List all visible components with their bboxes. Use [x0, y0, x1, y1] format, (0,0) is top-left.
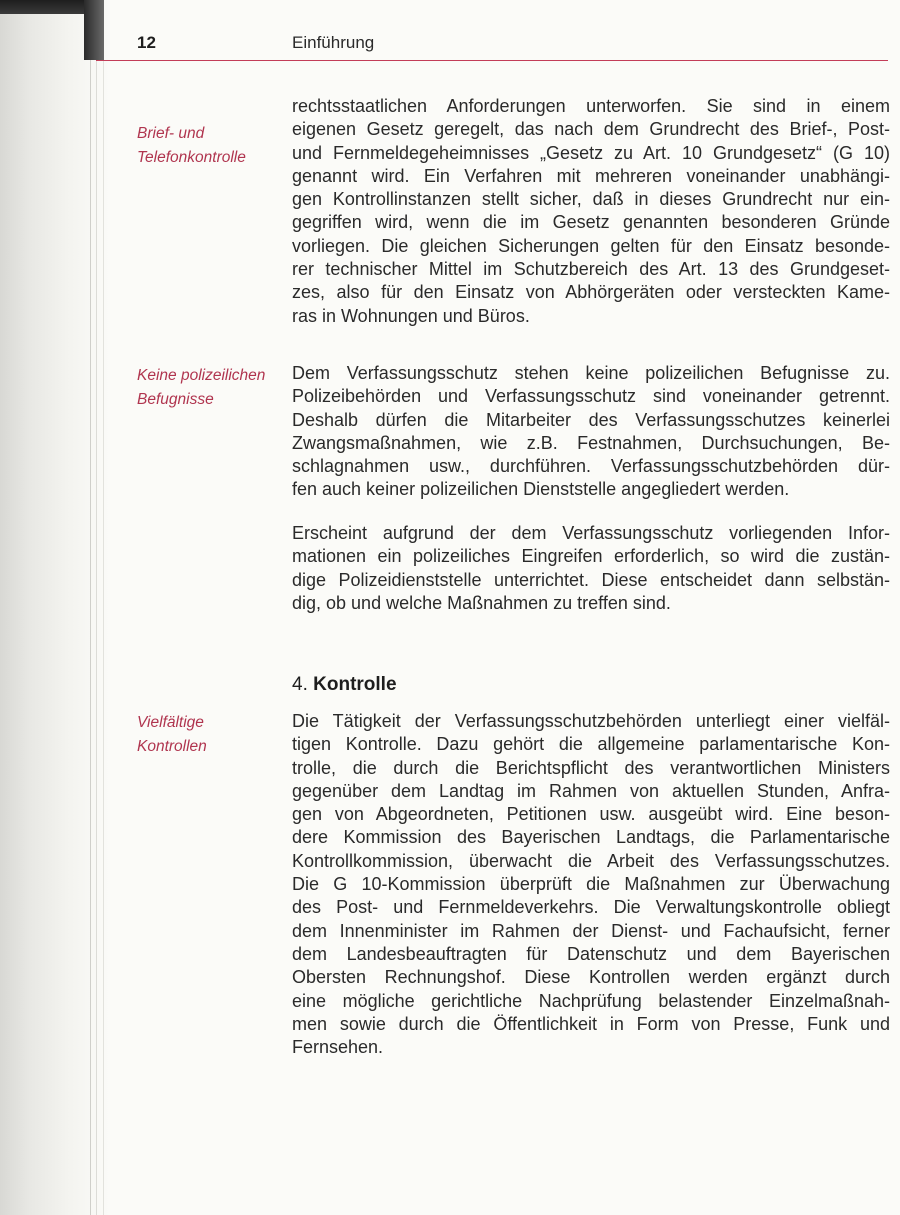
text-line: gen Kontrollinstanzen stellt sicher, daß in dieses Grundrecht nur ein-: [292, 189, 890, 210]
margin-note-line: Keine polizeilichen: [137, 367, 266, 384]
text-line: genannt wird. Ein Verfahren mit mehreren voneinander unabhängi-: [292, 165, 890, 186]
header-rule: [96, 60, 888, 61]
section-heading: [292, 674, 397, 696]
text-line: rer technischer Mittel im Schutzbereich des Art. 13 des Grundgeset-: [292, 259, 890, 280]
paragraph-polizeiliches-eingreifen: [292, 522, 890, 615]
text-line: dem Innenminister im Rahmen der Dienst- und Fachaufsicht, ferner: [292, 920, 890, 941]
text-line: dere Kommission des Bayerischen Landtags, die Parlamentarische: [292, 827, 890, 848]
section-title: Kontrolle: [313, 674, 397, 695]
running-head: Einführung: [292, 33, 375, 52]
text-line: fen auch keiner polizeilichen Dienststelle angegliedert werden.: [292, 479, 790, 500]
margin-note-line: Vielfältige: [137, 714, 204, 731]
text-line: mationen ein polizeiliches Eingreifen erforderlich, so wird die zustän-: [292, 546, 890, 567]
text-line: gen von Abgeordneten, Petitionen usw. ausgeübt wird. Eine beson-: [292, 804, 890, 825]
text-line: ras in Wohnungen und Büros.: [292, 305, 530, 326]
binding-line: [103, 0, 104, 1215]
text-line: Dem Verfassungsschutz stehen keine polizeilichen Befugnisse zu.: [292, 363, 890, 383]
paragraph-brief-telefonkontrolle: [292, 95, 890, 328]
text-line: Die G 10-Kommission überprüft die Maßnahmen zur Überwachung: [292, 874, 890, 895]
text-line: schlagnahmen usw., durchführen. Verfassungsschutzbehörden dür-: [292, 456, 890, 477]
text-line: rechtsstaatlichen Anforderungen unterworfen. Sie sind in einem: [292, 96, 890, 116]
text-line: Die Tätigkeit der Verfassungsschutzbehörden unterliegt einer vielfäl-: [292, 711, 890, 731]
text-line: Kontrollkommission, überwacht die Arbeit des Verfassungsschutzes.: [292, 850, 890, 871]
text-line: Deshalb dürfen die Mitarbeiter des Verfassungsschutzes keinerlei: [292, 409, 890, 430]
margin-note-line: Kontrollen: [137, 738, 207, 755]
text-line: Obersten Rechnungshof. Diese Kontrollen werden ergänzt durch: [292, 967, 890, 988]
binding-shadow: [0, 0, 110, 1215]
text-line: dige Polizeidienststelle unterrichtet. Diese entscheidet dann selbstän-: [292, 569, 890, 590]
margin-note-line: Telefonkontrolle: [137, 149, 246, 166]
text-line: tigen Kontrolle. Dazu gehört die allgemeine parlamentarische Kon-: [292, 734, 890, 755]
text-line: men sowie durch die Öffentlichkeit in Form von Presse, Funk und: [292, 1013, 890, 1034]
text-line: gegenüber dem Landtag im Rahmen von aktuellen Stunden, Anfra-: [292, 780, 890, 801]
text-line: eigenen Gesetz geregelt, das nach dem Grundrecht des Brief-, Post-: [292, 119, 890, 140]
page-number: 12: [137, 33, 156, 52]
text-line: dem Landesbeauftragten für Datenschutz und dem Bayerischen: [292, 943, 890, 964]
text-line: Zwangsmaßnahmen, wie z.B. Festnahmen, Durchsuchungen, Be-: [292, 432, 890, 453]
margin-note-brief: [137, 122, 282, 170]
text-line: trolle, die durch die Berichtspflicht des verantwortlichen Ministers: [292, 757, 890, 778]
text-line: eine mögliche gerichtliche Nachprüfung belastender Einzelmaßnah-: [292, 990, 890, 1011]
text-line: zes, also für den Einsatz von Abhörgeräten oder versteckten Kame-: [292, 282, 890, 303]
text-line: Erscheint aufgrund der dem Verfassungsschutz vorliegenden Infor-: [292, 523, 890, 543]
binding-line: [96, 0, 97, 1215]
text-line: vorliegen. Die gleichen Sicherungen gelten für den Einsatz besonde-: [292, 235, 890, 256]
text-line: des Post- und Fernmeldeverkehrs. Die Verwaltungskontrolle obliegt: [292, 897, 890, 918]
text-line: Fernsehen.: [292, 1037, 384, 1058]
margin-note-kontrollen: [137, 711, 282, 759]
text-line: Polizeibehörden und Verfassungsschutz sind voneinander getrennt.: [292, 386, 890, 407]
margin-note-line: Befugnisse: [137, 391, 214, 408]
section-number: 4.: [292, 674, 308, 695]
scan-corner-shadow: [84, 0, 104, 60]
text-line: gegriffen wird, wenn die im Gesetz genannten besonderen Gründe: [292, 212, 890, 233]
binding-line: [90, 0, 91, 1215]
paragraph-keine-befugnisse: [292, 362, 890, 502]
paragraph-kontrollen: [292, 710, 890, 1059]
text-line: dig, ob und welche Maßnahmen zu treffen sind.: [292, 592, 671, 613]
text-line: und Fernmeldegeheimnisses „Gesetz zu Art. 10 Grundgesetz“ (G 10): [292, 142, 890, 163]
margin-note-befugnisse: [137, 364, 282, 412]
margin-note-line: Brief- und: [137, 125, 205, 142]
